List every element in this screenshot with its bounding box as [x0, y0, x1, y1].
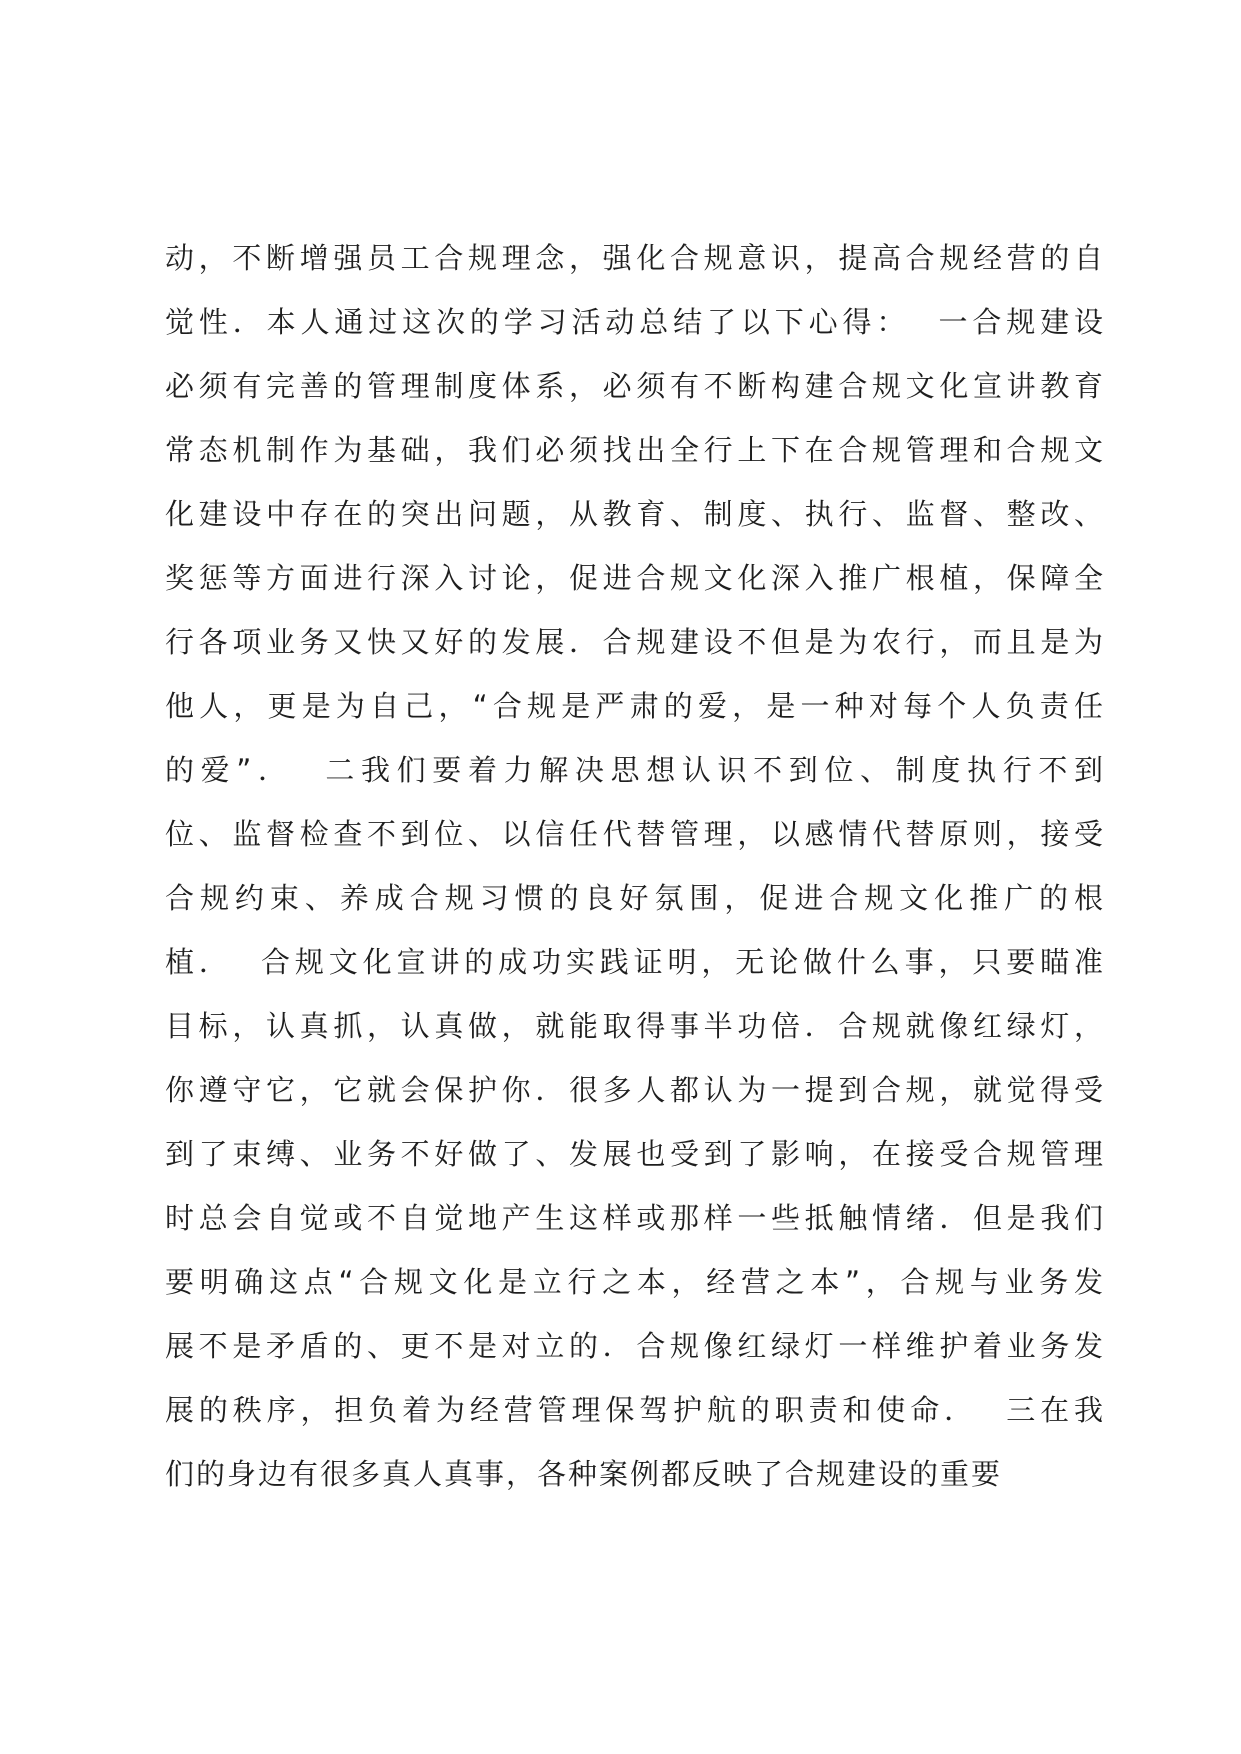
- text-line: 必须有完善的管理制度体系，必须有不断构建合规文化宣讲教育: [165, 369, 1105, 403]
- text-line: 他人，更是为自己，“合规是严肃的爱，是一种对每个人负责任: [165, 689, 1105, 723]
- text-line: 到了束缚、业务不好做了、发展也受到了影响，在接受合规管理: [165, 1137, 1105, 1171]
- text-line: 行各项业务又快又好的发展．合规建设不但是为农行，而且是为: [165, 625, 1105, 659]
- text-line: 植． 合规文化宣讲的成功实践证明，无论做什么事，只要瞄准: [165, 945, 1105, 979]
- text-line: 化建设中存在的突出问题，从教育、制度、执行、监督、整改、: [165, 497, 1105, 531]
- text-line: 奖惩等方面进行深入讨论，促进合规文化深入推广根植，保障全: [165, 561, 1105, 595]
- text-line: 合规约束、养成合规习惯的良好氛围，促进合规文化推广的根: [165, 881, 1105, 915]
- text-line: 你遵守它，它就会保护你．很多人都认为一提到合规，就觉得受: [165, 1073, 1105, 1107]
- text-line: 展不是矛盾的、更不是对立的．合规像红绿灯一样维护着业务发: [165, 1329, 1105, 1363]
- text-line: 位、监督检查不到位、以信任代替管理，以感情代替原则，接受: [165, 817, 1105, 851]
- text-line: 动，不断增强员工合规理念，强化合规意识，提高合规经营的自: [165, 241, 1105, 275]
- text-line: 常态机制作为基础，我们必须找出全行上下在合规管理和合规文: [165, 433, 1105, 467]
- text-line: 们的身边有很多真人真事，各种案例都反映了合规建设的重要: [165, 1457, 1003, 1491]
- text-line: 要明确这点“合规文化是立行之本，经营之本”，合规与业务发: [165, 1265, 1105, 1299]
- text-line: 时总会自觉或不自觉地产生这样或那样一些抵触情绪．但是我们: [165, 1201, 1105, 1235]
- text-line: 的爱”． 二我们要着力解决思想认识不到位、制度执行不到: [165, 753, 1105, 787]
- body-text: [165, 226, 1105, 1506]
- text-line: 展的秩序，担负着为经营管理保驾护航的职责和使命． 三在我: [165, 1393, 1105, 1427]
- text-line: 觉性．本人通过这次的学习活动总结了以下心得： 一合规建设: [165, 305, 1105, 339]
- text-line: 目标，认真抓，认真做，就能取得事半功倍．合规就像红绿灯，: [165, 1009, 1105, 1043]
